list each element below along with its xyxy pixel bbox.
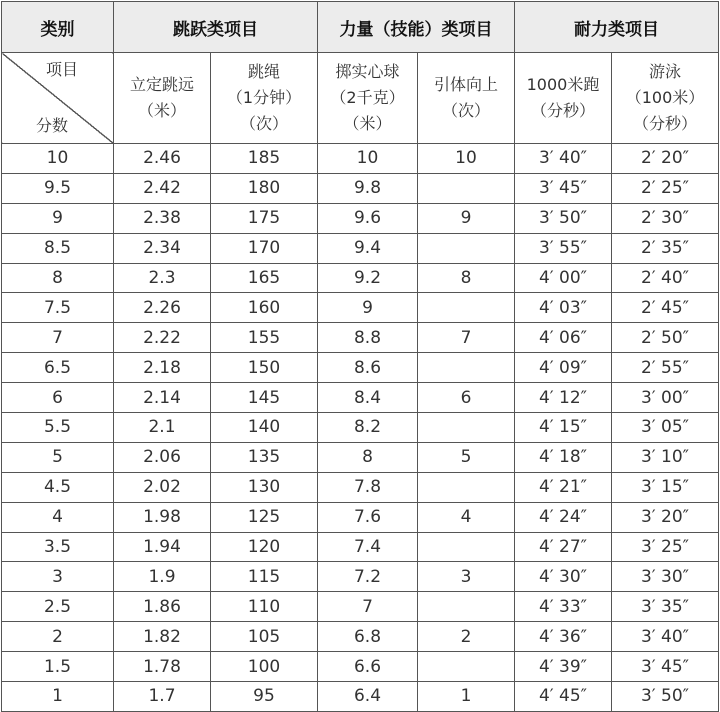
cell-swimming: 3′ 15″ (612, 472, 719, 502)
table-row (2, 383, 719, 413)
col-header-pull-up (418, 53, 515, 144)
cell-pull-up: 10 (418, 144, 515, 174)
cell-score: 2.5 (2, 592, 114, 622)
cell-pull-up: 2 (418, 622, 515, 652)
cell-swimming: 2′ 35″ (612, 233, 719, 263)
col-header-line: （1分钟） (226, 88, 302, 107)
cell-swimming: 3′ 10″ (612, 442, 719, 472)
column-header-row (2, 53, 719, 144)
cell-jump-rope: 155 (211, 323, 318, 353)
table-row (2, 203, 719, 233)
cell-jump-rope: 180 (211, 173, 318, 203)
cell-swimming: 2′ 30″ (612, 203, 719, 233)
cell-pull-up (418, 353, 515, 383)
cell-jump-rope: 170 (211, 233, 318, 263)
cell-score: 4.5 (2, 472, 114, 502)
cell-swimming: 3′ 45″ (612, 652, 719, 682)
cell-standing-jump: 1.82 (114, 622, 211, 652)
cell-1000m-run: 4′ 45″ (515, 682, 612, 712)
cell-standing-jump: 2.42 (114, 173, 211, 203)
cell-score: 8 (2, 263, 114, 293)
cell-medicine-ball: 8.6 (318, 353, 418, 383)
cell-pull-up: 8 (418, 263, 515, 293)
cell-medicine-ball: 8.8 (318, 323, 418, 353)
cell-swimming: 3′ 40″ (612, 622, 719, 652)
cell-medicine-ball: 7.8 (318, 472, 418, 502)
cell-jump-rope: 165 (211, 263, 318, 293)
cell-score: 3 (2, 562, 114, 592)
cell-swimming: 3′ 20″ (612, 502, 719, 532)
cell-1000m-run: 3′ 50″ (515, 203, 612, 233)
cell-pull-up (418, 233, 515, 263)
cell-pull-up: 6 (418, 383, 515, 413)
cell-medicine-ball: 9.2 (318, 263, 418, 293)
col-header-line: （100米） (625, 88, 705, 107)
cell-pull-up: 4 (418, 502, 515, 532)
col-header-line: （米） (343, 114, 392, 133)
cell-pull-up (418, 652, 515, 682)
cell-score: 10 (2, 144, 114, 174)
cell-score: 3.5 (2, 532, 114, 562)
cell-score: 1.5 (2, 652, 114, 682)
col-header-line: 1000米跑 (526, 75, 600, 94)
cell-standing-jump: 1.9 (114, 562, 211, 592)
cell-standing-jump: 2.34 (114, 233, 211, 263)
cell-pull-up: 1 (418, 682, 515, 712)
cell-jump-rope: 95 (211, 682, 318, 712)
group-header-row (2, 2, 719, 53)
col-header-line: （米） (137, 101, 186, 120)
cell-swimming: 3′ 35″ (612, 592, 719, 622)
col-header-line: 立定跳远 (129, 75, 194, 94)
cell-standing-jump: 2.38 (114, 203, 211, 233)
col-header-line: 跳绳 (247, 62, 280, 81)
cell-pull-up: 7 (418, 323, 515, 353)
cell-jump-rope: 105 (211, 622, 318, 652)
table-row (2, 592, 719, 622)
cell-jump-rope: 135 (211, 442, 318, 472)
cell-score: 7 (2, 323, 114, 353)
cell-jump-rope: 185 (211, 144, 318, 174)
table-row (2, 173, 719, 203)
col-header-line: （分秒） (632, 114, 697, 133)
cell-score: 5.5 (2, 413, 114, 443)
cell-1000m-run: 4′ 33″ (515, 592, 612, 622)
cell-standing-jump: 2.1 (114, 413, 211, 443)
cell-1000m-run: 4′ 27″ (515, 532, 612, 562)
item-label: 项目 (46, 60, 79, 79)
cell-medicine-ball: 9.8 (318, 173, 418, 203)
cell-score: 8.5 (2, 233, 114, 263)
cell-score: 2 (2, 622, 114, 652)
cell-medicine-ball: 10 (318, 144, 418, 174)
cell-jump-rope: 110 (211, 592, 318, 622)
cell-medicine-ball: 6.8 (318, 622, 418, 652)
col-header-line: 游泳 (648, 62, 681, 81)
cell-swimming: 3′ 25″ (612, 532, 719, 562)
col-header-line: （次） (239, 114, 288, 133)
cell-swimming: 2′ 20″ (612, 144, 719, 174)
col-header-standing-jump (114, 53, 211, 144)
cell-1000m-run: 4′ 24″ (515, 502, 612, 532)
cell-medicine-ball: 6.4 (318, 682, 418, 712)
table-row (2, 353, 719, 383)
cell-1000m-run: 4′ 12″ (515, 383, 612, 413)
table-row (2, 682, 719, 712)
cell-jump-rope: 150 (211, 353, 318, 383)
cell-standing-jump: 2.22 (114, 323, 211, 353)
cell-pull-up (418, 472, 515, 502)
cell-standing-jump: 2.46 (114, 144, 211, 174)
cell-swimming: 2′ 45″ (612, 293, 719, 323)
cell-swimming: 2′ 40″ (612, 263, 719, 293)
group-header-endurance: 耐力类项目 (515, 2, 719, 53)
cell-medicine-ball: 9.4 (318, 233, 418, 263)
cell-1000m-run: 4′ 30″ (515, 562, 612, 592)
cell-swimming: 2′ 55″ (612, 353, 719, 383)
table-row (2, 562, 719, 592)
table-row (2, 502, 719, 532)
col-header-line: 引体向上 (433, 75, 498, 94)
table-row (2, 442, 719, 472)
cell-standing-jump: 1.78 (114, 652, 211, 682)
group-header-strength: 力量（技能）类项目 (318, 2, 515, 53)
cell-swimming: 2′ 25″ (612, 173, 719, 203)
col-header-line: （分秒） (530, 101, 595, 120)
cell-standing-jump: 1.7 (114, 682, 211, 712)
cell-1000m-run: 4′ 00″ (515, 263, 612, 293)
cell-standing-jump: 1.86 (114, 592, 211, 622)
table-row (2, 472, 719, 502)
cell-1000m-run: 3′ 55″ (515, 233, 612, 263)
cell-pull-up: 3 (418, 562, 515, 592)
col-header-jump-rope (211, 53, 318, 144)
cell-standing-jump: 2.26 (114, 293, 211, 323)
cell-swimming: 3′ 50″ (612, 682, 719, 712)
cell-swimming: 3′ 05″ (612, 413, 719, 443)
cell-swimming: 3′ 30″ (612, 562, 719, 592)
cell-score: 6.5 (2, 353, 114, 383)
cell-1000m-run: 4′ 15″ (515, 413, 612, 443)
diagonal-header-cell (2, 53, 114, 144)
cell-jump-rope: 145 (211, 383, 318, 413)
cell-pull-up (418, 413, 515, 443)
cell-score: 5 (2, 442, 114, 472)
cell-score: 9.5 (2, 173, 114, 203)
cell-medicine-ball: 6.6 (318, 652, 418, 682)
cell-jump-rope: 160 (211, 293, 318, 323)
table-row (2, 532, 719, 562)
table-row (2, 413, 719, 443)
cell-1000m-run: 4′ 36″ (515, 622, 612, 652)
cell-jump-rope: 130 (211, 472, 318, 502)
cell-medicine-ball: 7 (318, 592, 418, 622)
cell-score: 1 (2, 682, 114, 712)
cell-1000m-run: 4′ 21″ (515, 472, 612, 502)
cell-pull-up (418, 173, 515, 203)
cell-pull-up (418, 592, 515, 622)
cell-standing-jump: 1.94 (114, 532, 211, 562)
cell-medicine-ball: 8.4 (318, 383, 418, 413)
cell-standing-jump: 2.06 (114, 442, 211, 472)
cell-medicine-ball: 9.6 (318, 203, 418, 233)
cell-1000m-run: 4′ 09″ (515, 353, 612, 383)
cell-1000m-run: 4′ 39″ (515, 652, 612, 682)
cell-score: 7.5 (2, 293, 114, 323)
cell-swimming: 3′ 00″ (612, 383, 719, 413)
cell-1000m-run: 4′ 18″ (515, 442, 612, 472)
cell-jump-rope: 120 (211, 532, 318, 562)
cell-pull-up: 9 (418, 203, 515, 233)
score-label: 分数 (36, 116, 69, 135)
cell-jump-rope: 115 (211, 562, 318, 592)
cell-1000m-run: 4′ 03″ (515, 293, 612, 323)
cell-swimming: 2′ 50″ (612, 323, 719, 353)
cell-jump-rope: 100 (211, 652, 318, 682)
cell-pull-up (418, 532, 515, 562)
cell-1000m-run: 3′ 45″ (515, 173, 612, 203)
cell-medicine-ball: 7.4 (318, 532, 418, 562)
cell-standing-jump: 2.02 (114, 472, 211, 502)
table-row (2, 293, 719, 323)
cell-1000m-run: 4′ 06″ (515, 323, 612, 353)
table-row (2, 622, 719, 652)
table-row (2, 652, 719, 682)
cell-medicine-ball: 7.6 (318, 502, 418, 532)
table-row (2, 323, 719, 353)
cell-standing-jump: 2.14 (114, 383, 211, 413)
cell-standing-jump: 1.98 (114, 502, 211, 532)
cell-score: 9 (2, 203, 114, 233)
cell-jump-rope: 140 (211, 413, 318, 443)
scoring-table (1, 1, 719, 712)
category-header: 类别 (2, 2, 114, 53)
cell-medicine-ball: 8.2 (318, 413, 418, 443)
cell-pull-up: 5 (418, 442, 515, 472)
cell-1000m-run: 3′ 40″ (515, 144, 612, 174)
col-header-line: （2千克） (330, 88, 405, 107)
table-row (2, 144, 719, 174)
col-header-line: （次） (441, 101, 490, 120)
table-row (2, 233, 719, 263)
score-table-body (2, 144, 719, 712)
col-header-1000m-run (515, 53, 612, 144)
group-header-jump: 跳跃类项目 (114, 2, 318, 53)
cell-standing-jump: 2.18 (114, 353, 211, 383)
table-row (2, 263, 719, 293)
cell-medicine-ball: 9 (318, 293, 418, 323)
col-header-line: 掷实心球 (335, 62, 400, 81)
cell-jump-rope: 125 (211, 502, 318, 532)
col-header-medicine-ball (318, 53, 418, 144)
cell-medicine-ball: 7.2 (318, 562, 418, 592)
cell-medicine-ball: 8 (318, 442, 418, 472)
cell-standing-jump: 2.3 (114, 263, 211, 293)
cell-score: 6 (2, 383, 114, 413)
cell-jump-rope: 175 (211, 203, 318, 233)
col-header-swimming (612, 53, 719, 144)
cell-score: 4 (2, 502, 114, 532)
cell-pull-up (418, 293, 515, 323)
